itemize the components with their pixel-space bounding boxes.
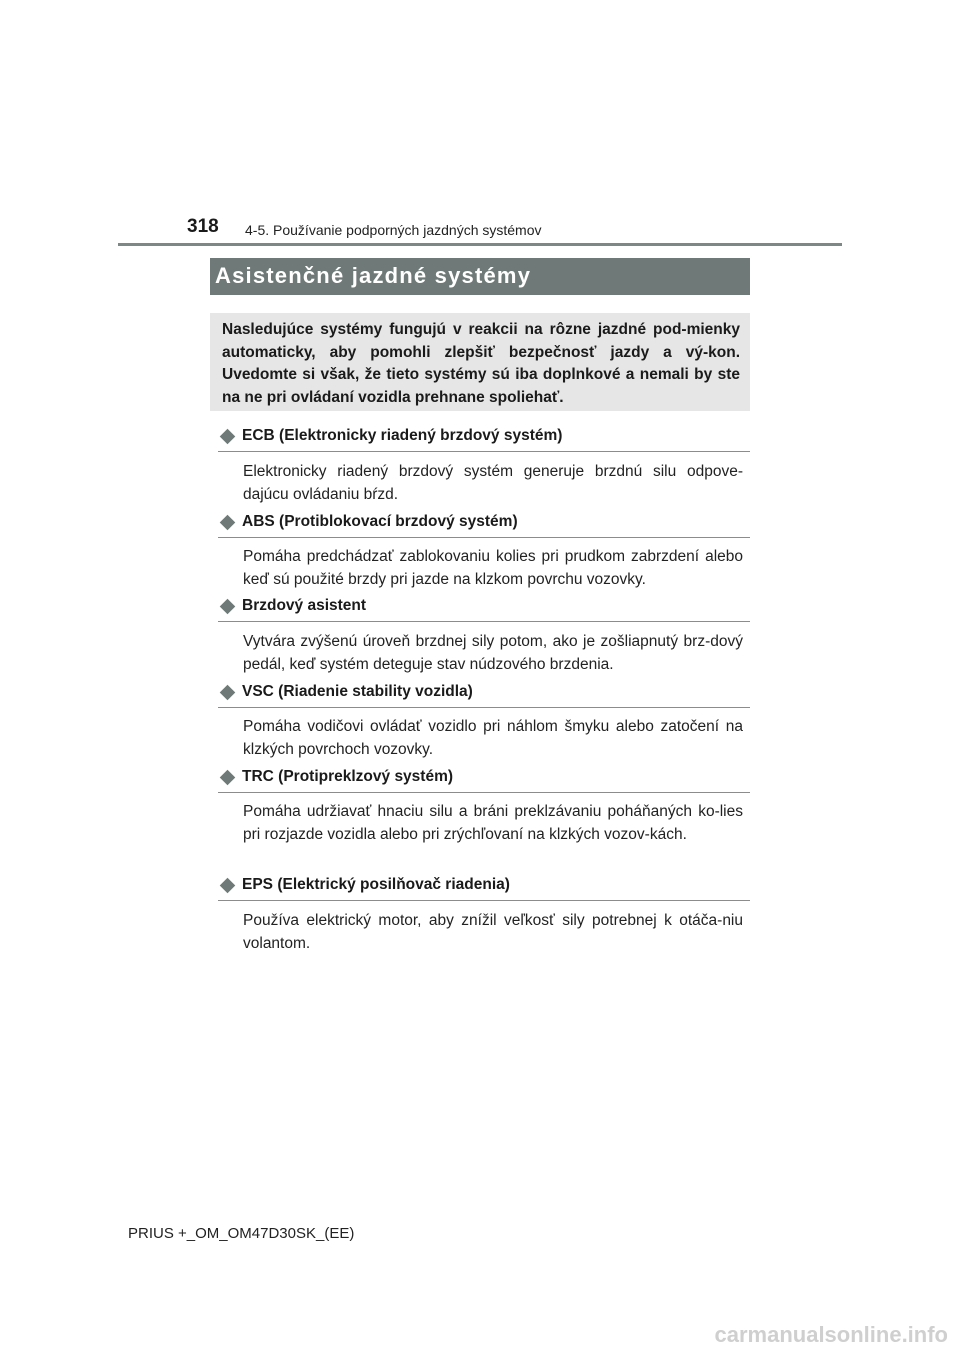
feature-heading-eps xyxy=(218,876,750,901)
feature-heading-abs xyxy=(218,513,750,538)
page-number: 318 xyxy=(187,216,219,237)
feature-title: ABS (Protiblokovací brzdový systém) xyxy=(242,513,518,530)
header-divider xyxy=(118,243,842,246)
diamond-icon xyxy=(220,770,236,786)
feature-title: Brzdový asistent xyxy=(242,597,367,614)
feature-heading-ecb xyxy=(218,427,750,452)
feature-title: EPS (Elektrický posilňovač riadenia) xyxy=(242,876,510,893)
manual-code: PRIUS +_OM_OM47D30SK_(EE) xyxy=(128,1225,355,1242)
feature-description: Vytvára zvýšenú úroveň brzdnej sily potom, ako je zošliapnutý brz-dový pedál, keď systém deteguje stav núdzového brzdenia. xyxy=(243,633,743,673)
diamond-icon xyxy=(220,429,236,445)
feature-title: ECB (Elektronicky riadený brzdový systém) xyxy=(242,427,563,444)
section-title-bar xyxy=(210,258,750,295)
section-title: Asistenčné jazdné systémy xyxy=(215,263,532,288)
feature-title: TRC (Protipreklzový systém) xyxy=(242,768,454,785)
feature-description: Pomáha vodičovi ovládať vozidlo pri náhlom šmyku alebo zatočení na klzkých povrchoch vozovky. xyxy=(243,718,743,758)
diamond-icon xyxy=(220,685,236,701)
feature-description: Používa elektrický motor, aby znížil veľkosť sily potrebnej k otáča-niu volantom. xyxy=(243,912,743,952)
diamond-icon xyxy=(220,515,236,531)
feature-description: Pomáha udržiavať hnaciu silu a bráni preklzávaniu poháňaných ko-lies pri rozjazde vozidla alebo pri zrýchľovaní na klzkých vozov-kách. xyxy=(243,803,743,843)
feature-description: Elektronicky riadený brzdový systém generuje brzdnú silu odpove-dajúcu ovládaniu bŕzd. xyxy=(243,463,743,503)
feature-heading-brake-assist xyxy=(218,597,750,622)
feature-title: VSC (Riadenie stability vozidla) xyxy=(242,683,473,700)
feature-heading-vsc xyxy=(218,683,750,708)
diamond-icon xyxy=(220,599,236,615)
watermark: carmanualsonline.info xyxy=(714,1322,948,1347)
intro-text: Nasledujúce systémy fungujú v reakcii na rôzne jazdné pod-mienky automaticky, aby pomohli zlepšiť bezpečnosť jazdy a vý-kon. Uvedomte si však, že tieto systémy sú iba doplnkové a nemali by ste na ne pri ovládaní vozidla prehnane spoliehať. xyxy=(222,321,740,406)
feature-description: Pomáha predchádzať zablokovaniu kolies pri prudkom zabrzdení alebo keď sú použité brzdy pri jazde na klzkom povrchu vozovky. xyxy=(243,548,743,588)
feature-heading-trc xyxy=(218,768,750,793)
intro-box xyxy=(210,313,750,411)
chapter-title: 4-5. Používanie podporných jazdných systémov xyxy=(245,222,542,238)
diamond-icon xyxy=(220,878,236,894)
